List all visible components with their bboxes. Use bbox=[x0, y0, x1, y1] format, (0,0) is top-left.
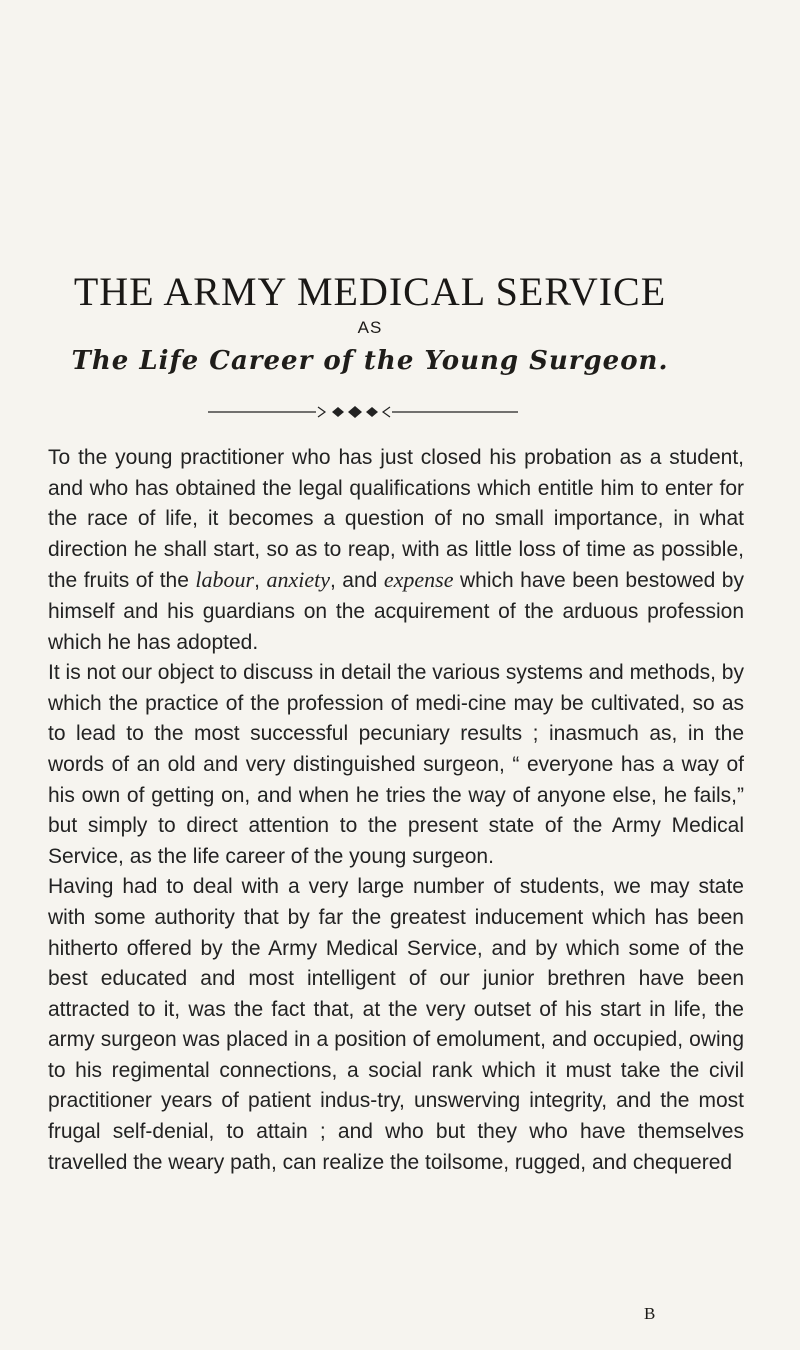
paragraph-2: It is not our object to discuss in detail the various systems and methods, by which the practice of the profession of medi-cine may be cultivated, so as to lead to the most successful pecuniary results ; inasmuch as, in the words of an old and very distinguished surgeon, “ everyone has a way of his own of getting on, and when he tries the way of anyone else, he fails,” but simply to direct attention to the present state of the Army Medical Service, as the life career of the young surgeon. bbox=[48, 661, 744, 868]
body-text bbox=[48, 443, 744, 1178]
paragraph-1: To the young practitioner who has just closed his probation as a student, and who has obtained the legal qualifications which entitle him to enter for the race of life, it becomes a question of no small importance, in what direction he shall start, so as to reap, with as little loss of time as possible, the fruits of the labour, anxiety, and expense which have been bestowed by himself and his guardians on the acquirement of the arduous profession which he has adopted. bbox=[48, 446, 744, 654]
title-connector: AS bbox=[357, 318, 383, 337]
page-subtitle: The Life Career of the Young Surgeon. bbox=[71, 346, 669, 376]
ornament-divider bbox=[208, 402, 518, 422]
page-title: THE ARMY MEDICAL SERVICE bbox=[73, 269, 667, 314]
paragraph-3: Having had to deal with a very large number of students, we may state with some authority that by far the greatest inducement which has been hitherto offered by the Army Medical Service, and by which some of the best educated and most intelligent of our junior brethren have been attracted to it, was the fact that, at the very outset of his start in life, the army surgeon was placed in a position of emolument, and occupied, owing to his regimental connections, a social rank which it must take the civil practitioner years of patient indus-try, unswerving integrity, and the most frugal self-denial, to attain ; and who but they who have themselves travelled the weary path, can realize the toilsome, rugged, and chequered bbox=[48, 875, 744, 1174]
signature-mark: B bbox=[644, 1304, 656, 1323]
